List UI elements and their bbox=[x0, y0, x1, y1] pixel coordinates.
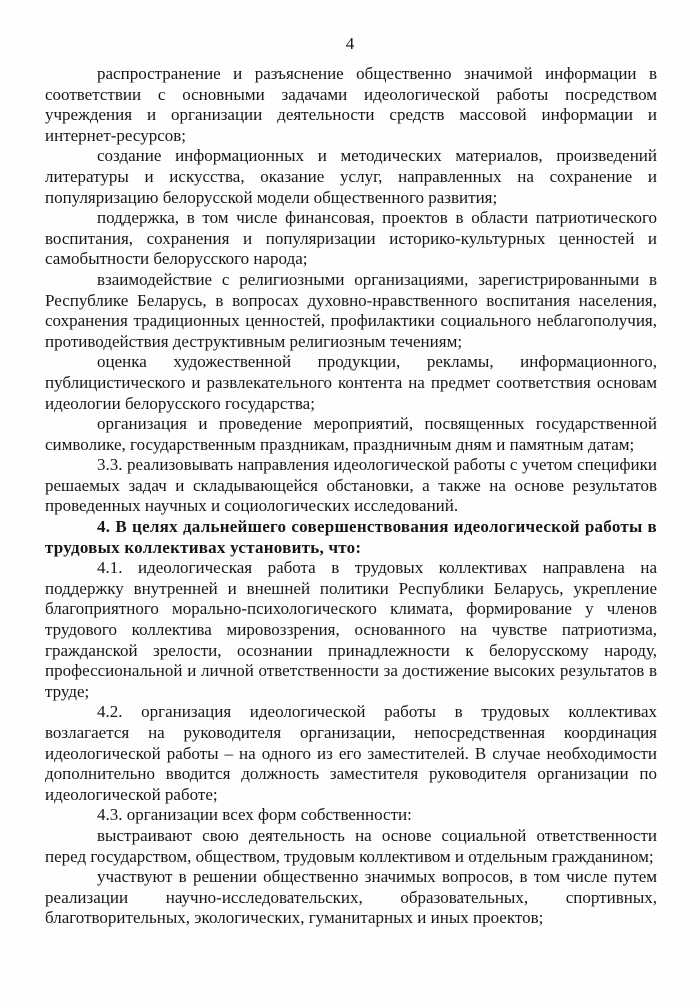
paragraph: создание информационных и методических материалов, произведений литературы и искусства, оказание услуг, направленных на сохранение и популяризацию белорусской модели общественного развития; bbox=[45, 146, 657, 207]
paragraph: организация и проведение мероприятий, посвященных государственной символике, государственным праздникам, праздничным дням и памятным датам; bbox=[45, 414, 657, 454]
document-body bbox=[45, 64, 657, 929]
paragraph: выстраивают свою деятельность на основе социальной ответственности перед государством, обществом, трудовым коллективом и отдельным гражданином; bbox=[45, 825, 657, 866]
paragraph: 4.1. идеологическая работа в трудовых коллективах направлена на поддержку внутренней и внешней политики Республики Беларусь, укрепление благоприятного морально-психологического климата, формирование у членов трудового коллектива мировоззрения, основанного на чувстве патриотизма, гражданской зрелости, осознании принадлежности к белорусскому народу, профессиональной и личной ответственности за достижение высоких результатов в труде; bbox=[45, 558, 657, 701]
paragraph: 4. В целях дальнейшего совершенствования идеологической работы в трудовых коллективах установить, что: bbox=[45, 517, 657, 557]
paragraph: 4.2. организация идеологической работы в трудовых коллективах возлагается на руководителя организации, непосредственная координация идеологической работы – на одного из его заместителей. В случае необходимости дополнительно вводится должность заместителя руководителя организации по идеологической работе; bbox=[45, 702, 657, 804]
paragraph: взаимодействие с религиозными организациями, зарегистрированными в Республике Беларусь, в вопросах духовно-нравственного воспитания населения, сохранения традиционных ценностей, профилактики социального неблагополучия, противодействия деструктивным религиозным течениям; bbox=[45, 269, 657, 351]
paragraph: распространение и разъяснение общественно значимой информации в соответствии с основными задачами идеологической работы посредством учреждения и организации деятельности средств массовой информации и интернет-ресурсов; bbox=[45, 64, 657, 145]
page-number: 4 bbox=[345, 34, 355, 53]
paragraph: оценка художественной продукции, рекламы, информационного, публицистического и развлекательного контента на предмет соответствия основам идеологии белорусского государства; bbox=[45, 352, 657, 413]
paragraph: 4.3. организации всех форм собственности: bbox=[97, 805, 412, 825]
paragraph: 3.3. реализовывать направления идеологической работы с учетом специфики решаемых задач и складывающейся обстановки, а также на основе результатов проведенных научных и социологических исследований. bbox=[45, 455, 657, 516]
paragraph: поддержка, в том числе финансовая, проектов в области патриотического воспитания, сохранения и популяризации историко-культурных ценностей и самобытности белорусского народа; bbox=[45, 208, 657, 269]
paragraph: участвуют в решении общественно значимых вопросов, в том числе путем реализации научно-исследовательских, образовательных, спортивных, благотворительных, экологических, гуманитарных и иных проектов; bbox=[45, 867, 657, 928]
